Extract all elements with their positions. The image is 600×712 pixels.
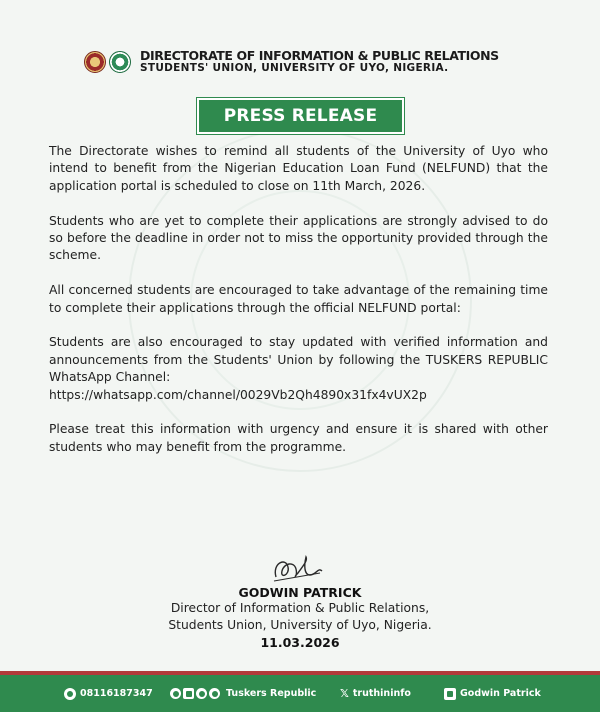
paragraph-urgency: Please treat this information with urgency and ensure it is shared with other students who may benefit from the programme.: [49, 422, 548, 454]
phone-number: 08116187347: [80, 688, 153, 699]
whatsapp-channel-link[interactable]: https://whatsapp.com/channel/0029Vb2Qh4890x31fx4vUX2p: [49, 387, 427, 402]
paragraph-encouragement: All concerned students are encouraged to take advantage of the remaining time to complete their applications through the official NELFUND portal:: [49, 283, 548, 315]
phone-icon: [64, 688, 76, 700]
release-date: 11.03.2026: [260, 635, 340, 650]
signatory-name: GODWIN PATRICK: [238, 585, 362, 600]
footer-bar: [0, 671, 600, 712]
paragraph-channel: Students are also encouraged to stay updated with verified information and announcements from the Students' Union by following the TUSKERS REPUBLIC WhatsApp Channel:: [49, 335, 548, 385]
organization-subtitle: STUDENTS' UNION, UNIVERSITY OF UYO, NIGERIA.: [140, 62, 449, 75]
facebook-page-icon: [444, 688, 456, 700]
facebook-name: Godwin Patrick: [460, 688, 541, 699]
letterhead-text: [140, 49, 499, 74]
footer-socials: [170, 675, 316, 712]
signatory-affiliation: Students Union, University of Uyo, Nigeria.: [168, 618, 432, 632]
instagram-icon: [183, 688, 194, 699]
footer-phone: [64, 675, 153, 712]
press-release-body: [49, 143, 548, 474]
social-icons: [170, 688, 222, 699]
tiktok-icon: [196, 688, 207, 699]
social-handle: Tuskers Republic: [226, 688, 317, 699]
x-handle: truthininfo: [352, 688, 411, 699]
signatory-title: Director of Information & Public Relations,: [170, 601, 430, 615]
signature-block: [120, 555, 480, 651]
logo-group: [84, 51, 134, 73]
footer-facebook: [444, 675, 541, 712]
paragraph-deadline-advice: Students who are yet to complete their applications are strongly advised to do so before the deadline in order not to miss the opportunity provided through the scheme.: [49, 213, 548, 263]
uniuyo-logo: [84, 51, 106, 73]
x-icon: 𝕏: [340, 687, 349, 700]
paragraph-reminder: The Directorate wishes to remind all students of the University of Uyo who intend to benefit from the Nigerian Education Loan Fund (NELFUND) that the application portal is scheduled to close on 11th March, 2026.: [49, 144, 548, 193]
footer-x: [340, 675, 411, 712]
letterhead: [84, 44, 524, 80]
facebook-icon: [170, 688, 181, 699]
students-union-logo: [109, 51, 131, 73]
handwritten-signature: [268, 553, 328, 587]
directorate-title: DIRECTORATE OF INFORMATION & PUBLIC RELATIONS: [140, 48, 499, 64]
whatsapp-icon: [209, 688, 220, 699]
press-release-badge: PRESS RELEASE: [197, 98, 404, 134]
